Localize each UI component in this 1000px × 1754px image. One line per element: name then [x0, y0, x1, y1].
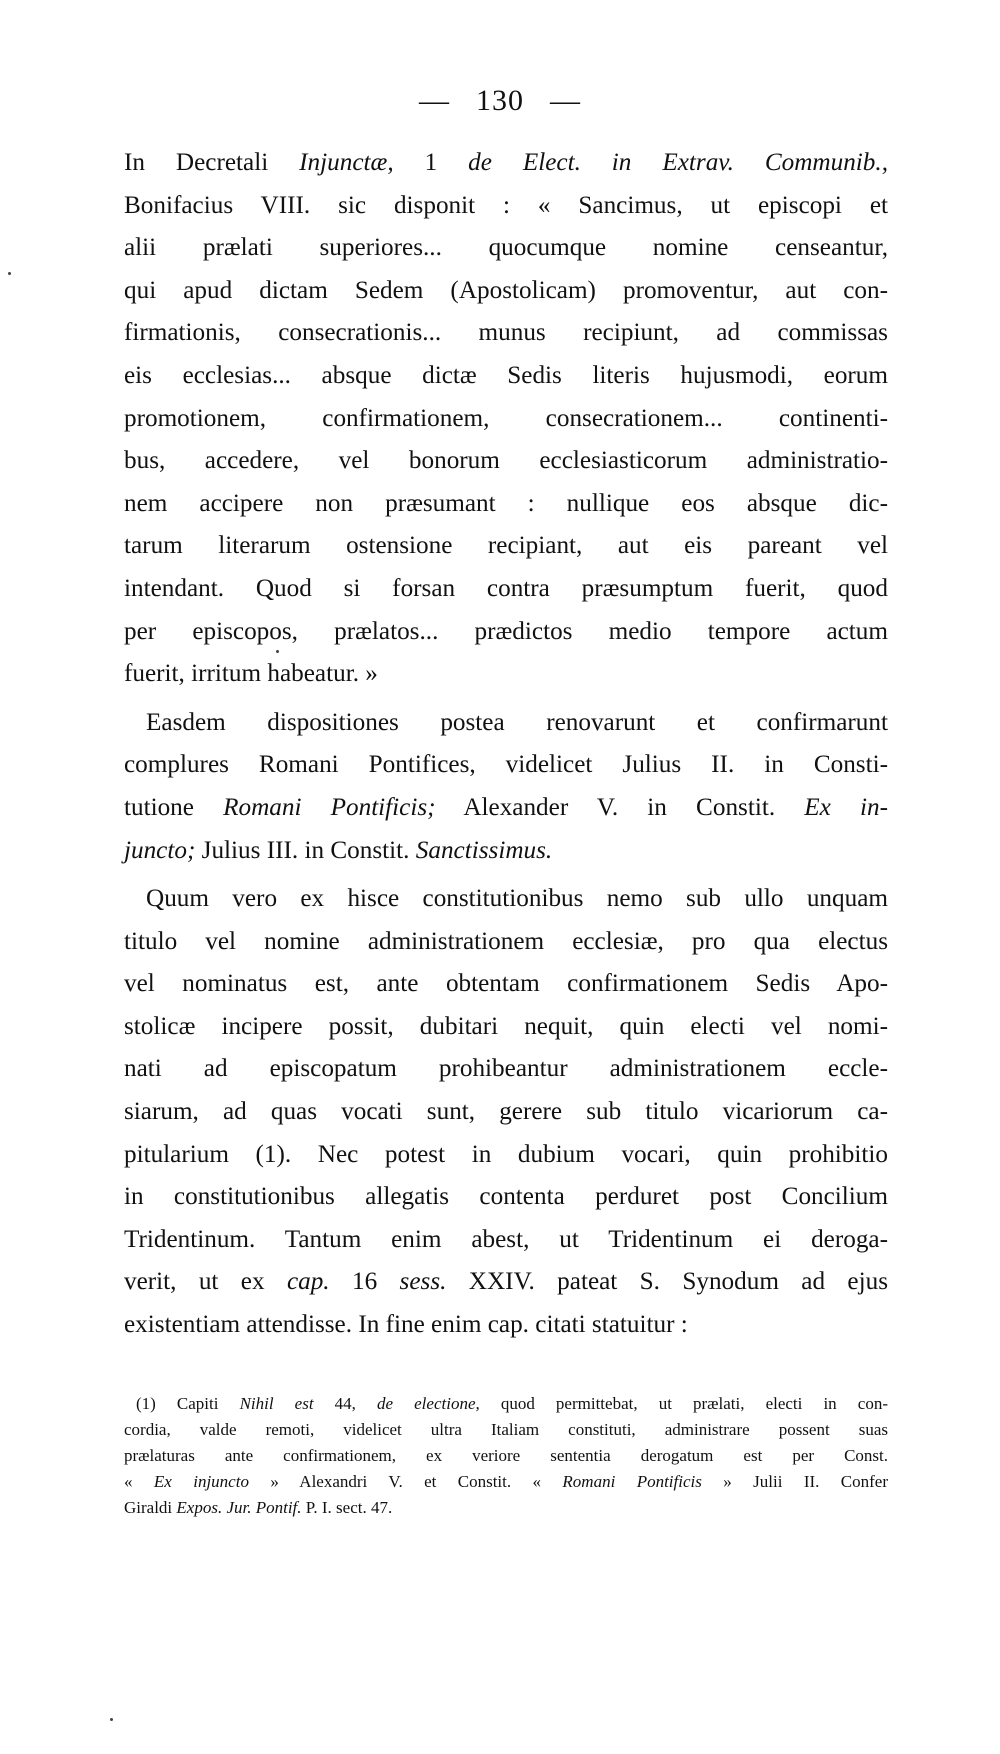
text-run: «: [124, 1472, 154, 1491]
text-run: nati ad episcopatum prohibeantur administrationem eccle-: [124, 1055, 888, 1083]
scan-speck: [110, 1718, 113, 1721]
text-run: Quum vero ex hisce constitutionibus nemo sub ullo unquam: [146, 885, 888, 913]
text-run: vel nominatus est, ante obtentam confirmationem Sedis Apo-: [124, 970, 888, 998]
text-line: [124, 787, 888, 830]
text-run: XXIV. pateat S. Synodum ad ejus: [446, 1268, 889, 1296]
text-line: [124, 963, 888, 1006]
text-run: Julius III. in Constit.: [195, 836, 416, 864]
text-line: [124, 1219, 888, 1262]
text-run: Easdem dispositiones postea renovarunt et confirmarunt: [146, 708, 888, 736]
text-run: fuerit, irritum habeatur. »: [124, 660, 378, 688]
italic-run: cap.: [286, 1268, 330, 1296]
text-run: 1: [393, 149, 469, 176]
text-run: 16: [329, 1268, 400, 1296]
italic-run: Romani Pontificis;: [223, 793, 436, 821]
text-line: [124, 355, 888, 398]
text-line: [124, 878, 888, 921]
header-right-dash: —: [550, 84, 581, 117]
italic-run: Ex in-: [804, 793, 888, 821]
page-header: [0, 84, 1000, 118]
text-run: alii prælati superiores... quocumque nomine censeantur,: [124, 234, 888, 262]
text-run: promotionem, confirmationem, consecrationem... continenti-: [124, 404, 888, 432]
text-run: » Julii II. Confer: [701, 1472, 889, 1491]
footnote-line: [124, 1417, 888, 1443]
text-line: [124, 270, 888, 313]
italic-run: Romani Pontificis: [562, 1472, 702, 1491]
text-line: [124, 398, 888, 441]
text-run: Tridentinum. Tantum enim abest, ut Tridentinum ei deroga-: [124, 1225, 888, 1253]
text-line: [124, 1134, 888, 1177]
text-line: [124, 1048, 888, 1091]
text-run: » Alexandri V. et Constit. «: [248, 1472, 563, 1491]
text-run: verit, ut ex: [124, 1268, 287, 1296]
text-run: stolicæ incipere possit, dubitari nequit, quin electi vel nomi-: [124, 1012, 888, 1040]
footnotes: [124, 1391, 888, 1521]
text-run: Bonifacius VIII. sic disponit : « Sancimus, ut episcopi et: [124, 191, 888, 219]
text-line: [124, 1304, 888, 1347]
text-line: [124, 440, 888, 483]
page-number: 130: [476, 84, 524, 117]
text-line: [124, 830, 888, 873]
text-line: [124, 227, 888, 270]
text-line: [124, 568, 888, 611]
text-run: cordia, valde remoti, videlicet ultra Italiam constituti, administrare possent suas: [124, 1420, 888, 1439]
text-line: [124, 921, 888, 964]
italic-run: Injunctæ,: [299, 149, 394, 176]
footnote-line: [124, 1443, 888, 1469]
text-line: [124, 611, 888, 654]
text-line: [124, 1091, 888, 1134]
header-left-dash: —: [419, 84, 450, 117]
text-run: 44,: [313, 1394, 377, 1413]
italic-run: Expos. Jur. Pontif.: [176, 1498, 302, 1517]
italic-run: Nihil est: [239, 1394, 314, 1413]
text-run: Alexander V. in Constit.: [435, 793, 805, 821]
text-line: [124, 1006, 888, 1049]
text-run: firmationis, consecrationis... munus recipiunt, ad commissas: [124, 319, 888, 347]
text-line: [124, 1261, 888, 1304]
text-run: tarum literarum ostensione recipiant, aut eis pareant vel: [124, 532, 888, 560]
italic-run: de electione,: [377, 1394, 480, 1413]
text-run: in constitutionibus allegatis contenta perduret post Concilium: [124, 1183, 888, 1211]
text-run: qui apud dictam Sedem (Apostolicam) promoventur, aut con-: [124, 276, 888, 304]
text-line: [124, 185, 888, 228]
footnote-line: [124, 1391, 888, 1417]
italic-run: juncto;: [124, 836, 196, 864]
footnote-line: [124, 1469, 888, 1495]
text-run: tutione: [124, 793, 224, 821]
italic-run: Sanctissimus.: [415, 836, 553, 864]
text-line: [124, 1176, 888, 1219]
text-run: complures Romani Pontifices, videlicet Julius II. in Consti-: [124, 751, 888, 779]
text-run: existentiam attendisse. In fine enim cap. citati statuitur :: [124, 1311, 688, 1339]
scan-speck: [276, 650, 279, 653]
text-run: P. I. sect. 47.: [301, 1498, 393, 1517]
text-run: quod permittebat, ut prælati, electi in con-: [479, 1394, 888, 1413]
text-run: bus, accedere, vel bonorum ecclesiasticorum administratio-: [124, 447, 888, 475]
text-line: [124, 702, 888, 745]
text-run: In Decretali: [124, 149, 300, 176]
footnote-line: [124, 1495, 888, 1521]
text-run: nem accipere non præsumant : nullique eos absque dic-: [124, 489, 888, 517]
text-line: [124, 744, 888, 787]
scan-speck: [8, 272, 11, 275]
text-line: [124, 142, 888, 185]
text-run: (1) Capiti: [136, 1394, 240, 1413]
italic-run: de Elect. in Extrav. Communib.,: [468, 149, 888, 176]
text-run: titulo vel nomine administrationem ecclesiæ, pro qua electus: [124, 927, 888, 955]
text-run: eis ecclesias... absque dictæ Sedis literis hujusmodi, eorum: [124, 361, 888, 389]
text-line: [124, 312, 888, 355]
text-run: prælaturas ante confirmationem, ex veriore sententia derogatum est per Const.: [124, 1446, 888, 1465]
text-run: per episcopos, prælatos... prædictos medio tempore actum: [124, 617, 888, 645]
text-line: [124, 653, 888, 696]
text-line: [124, 483, 888, 526]
text-run: pitularium (1). Nec potest in dubium vocari, quin prohibitio: [124, 1140, 888, 1168]
italic-run: Ex injuncto: [153, 1472, 249, 1491]
text-run: siarum, ad quas vocati sunt, gerere sub titulo vicariorum ca-: [124, 1098, 888, 1126]
italic-run: sess.: [399, 1268, 447, 1296]
main-text: [124, 142, 888, 1347]
text-line: [124, 525, 888, 568]
text-run: intendant. Quod si forsan contra præsumptum fuerit, quod: [124, 574, 888, 602]
text-run: Giraldi: [124, 1498, 177, 1517]
